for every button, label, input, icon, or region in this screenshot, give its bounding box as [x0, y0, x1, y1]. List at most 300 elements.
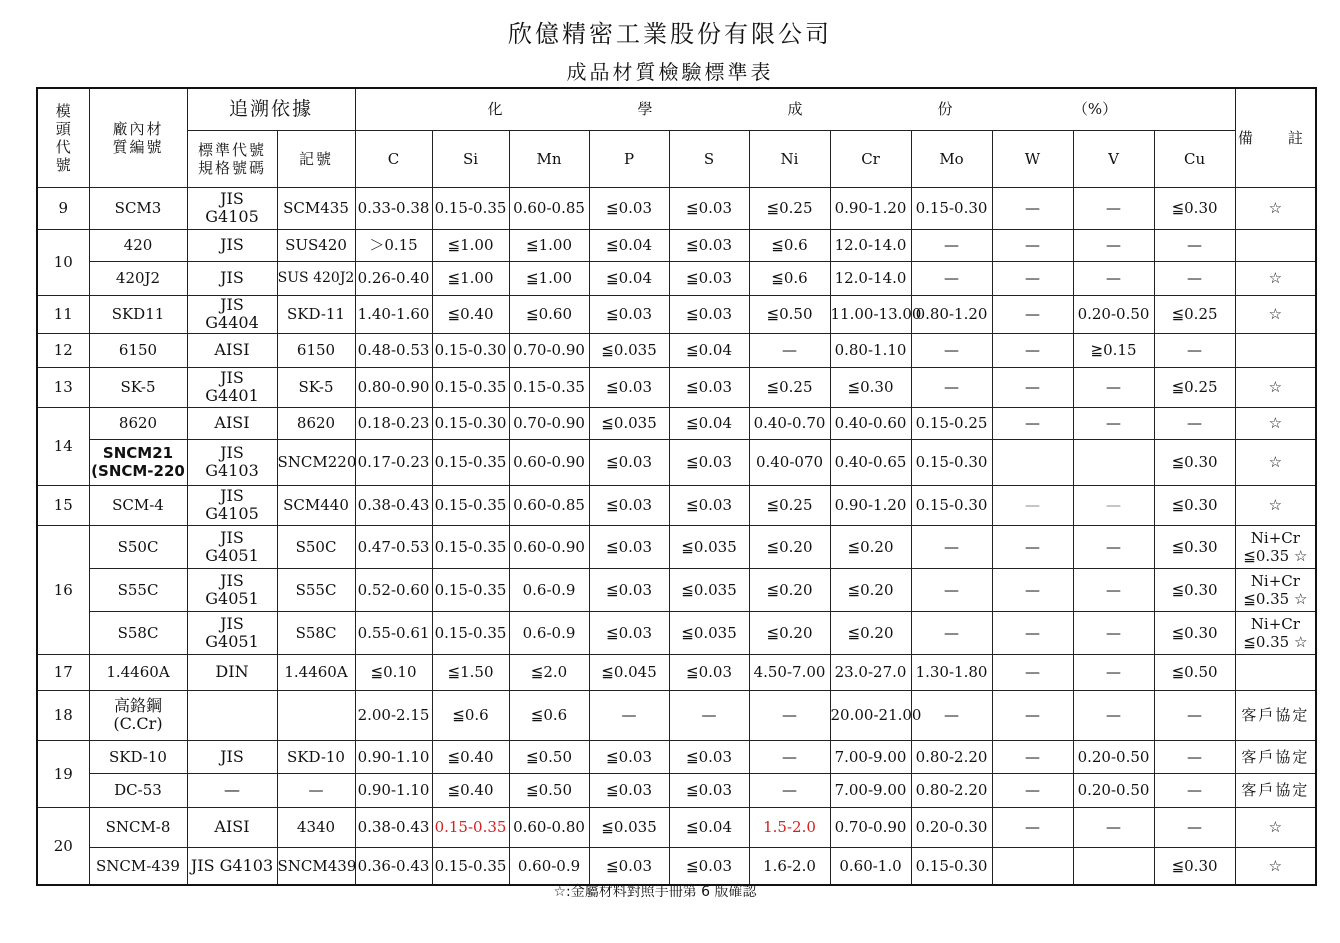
element-value-mo: 1.30-1.80: [911, 654, 992, 690]
mold-code-cell: 19: [37, 740, 89, 807]
material-cell: 420: [89, 229, 187, 261]
element-value-ni: ≦0.25: [749, 187, 830, 229]
standard-code-line: DIN: [215, 662, 249, 681]
table-row: [37, 611, 1316, 654]
material-cell: [89, 439, 187, 485]
remarks-cell: 客戶協定: [1235, 740, 1316, 773]
header-element-w: W: [992, 130, 1073, 187]
standard-code-cell: [187, 847, 277, 885]
element-value-si: 0.15-0.30: [432, 333, 509, 367]
element-value-mn: 0.6-0.9: [509, 568, 589, 611]
table-row: [37, 807, 1316, 847]
element-value-cr: 0.90-1.20: [830, 187, 911, 229]
table-row: [37, 525, 1316, 568]
element-value-ni: ≦0.25: [749, 367, 830, 407]
standard-code-line: JIS: [220, 527, 244, 547]
element-value-si: ≦0.40: [432, 295, 509, 333]
element-value-cu: ≦0.50: [1154, 654, 1235, 690]
element-value-s: ≦0.04: [669, 807, 749, 847]
element-value-ni: 1.5-2.0: [749, 807, 830, 847]
element-value-c: 0.18-0.23: [355, 407, 432, 439]
mold-code-cell: 16: [37, 525, 89, 654]
company-name: 欣億精密工業股份有限公司: [508, 20, 832, 48]
table-row: [37, 654, 1316, 690]
element-value-s: ≦0.03: [669, 367, 749, 407]
material-cell: 420J2: [89, 261, 187, 295]
element-value-p: ≦0.03: [589, 740, 669, 773]
element-value-p: ≦0.03: [589, 611, 669, 654]
standard-code-cell: [187, 367, 277, 407]
element-value-si: ≦1.00: [432, 229, 509, 261]
element-value-w: —: [992, 740, 1073, 773]
element-value-p: ≦0.03: [589, 525, 669, 568]
table-row: [37, 773, 1316, 807]
standard-code-cell: [187, 568, 277, 611]
remarks-cell: ☆: [1235, 187, 1316, 229]
element-value-c: 0.90-1.10: [355, 740, 432, 773]
designation-cell: 1.4460A: [277, 654, 355, 690]
element-value-w: —: [992, 367, 1073, 407]
element-value-si: ≦0.40: [432, 773, 509, 807]
header-element-cu: Cu: [1154, 130, 1235, 187]
element-value-v: —: [1073, 690, 1154, 740]
element-value-w: —: [992, 295, 1073, 333]
element-value-c: 0.38-0.43: [355, 807, 432, 847]
table-row: [37, 295, 1316, 333]
element-value-s: ≦0.03: [669, 847, 749, 885]
standard-code-cell: [187, 807, 277, 847]
element-value-si: 0.15-0.35: [432, 439, 509, 485]
header-trace-basis: 追溯依據: [187, 88, 355, 130]
element-value-cr: 0.90-1.20: [830, 485, 911, 525]
element-value-s: ≦0.03: [669, 439, 749, 485]
element-value-cu: ≦0.30: [1154, 439, 1235, 485]
designation-cell: SUS420: [277, 229, 355, 261]
remarks-line: Ni+Cr: [1250, 528, 1300, 547]
header-element-v: V: [1073, 130, 1154, 187]
mold-code-cell: 20: [37, 807, 89, 885]
element-value-mn: ≦0.50: [509, 773, 589, 807]
element-value-mo: —: [911, 229, 992, 261]
header-element-s: S: [669, 130, 749, 187]
element-value-cr: 12.0-14.0: [830, 261, 911, 295]
material-cell: DC-53: [89, 773, 187, 807]
standard-code-cell: [187, 773, 277, 807]
designation-cell: [277, 690, 355, 740]
element-value-cr: ≦0.20: [830, 611, 911, 654]
table-row: [37, 485, 1316, 525]
element-value-ni: ≦0.20: [749, 525, 830, 568]
element-value-mn: 0.60-0.85: [509, 485, 589, 525]
material-cell: SCM3: [89, 187, 187, 229]
table-row: [37, 740, 1316, 773]
element-value-cr: 11.00-13.00: [830, 295, 911, 333]
element-value-si: 0.15-0.35: [432, 847, 509, 885]
element-value-v: —: [1073, 525, 1154, 568]
element-value-cu: —: [1154, 773, 1235, 807]
element-value-s: ≦0.03: [669, 261, 749, 295]
element-value-p: ≦0.03: [589, 485, 669, 525]
header-internal-material: 廠內材 質編號: [89, 88, 187, 187]
standard-code-line: JIS: [220, 235, 244, 254]
element-value-p: ≦0.035: [589, 407, 669, 439]
remarks-line: Ni+Cr: [1250, 571, 1300, 590]
designation-cell: SKD-11: [277, 295, 355, 333]
standard-code-line: JIS: [220, 295, 244, 314]
element-value-mo: 0.15-0.30: [911, 439, 992, 485]
element-value-w: —: [992, 261, 1073, 295]
standard-code-cell: [187, 407, 277, 439]
remarks-cell: ☆: [1235, 439, 1316, 485]
element-value-si: ≦0.6: [432, 690, 509, 740]
element-value-mn: 0.15-0.35: [509, 367, 589, 407]
element-value-ni: 0.40-070: [749, 439, 830, 485]
element-value-ni: ≦0.20: [749, 611, 830, 654]
mold-code-cell: 11: [37, 295, 89, 333]
element-value-s: ≦0.035: [669, 568, 749, 611]
element-value-mo: —: [911, 568, 992, 611]
element-value-v: —: [1073, 407, 1154, 439]
designation-cell: 8620: [277, 407, 355, 439]
element-value-c: 0.38-0.43: [355, 485, 432, 525]
mold-code-cell: 14: [37, 407, 89, 485]
element-value-si: 0.15-0.35: [432, 485, 509, 525]
header-element-mn: Mn: [509, 130, 589, 187]
element-value-v: —: [1073, 229, 1154, 261]
designation-cell: S55C: [277, 568, 355, 611]
element-value-mn: 0.70-0.90: [509, 333, 589, 367]
standard-code-line: G4051: [205, 631, 259, 651]
element-value-mo: 0.80-2.20: [911, 773, 992, 807]
element-value-mn: 0.60-0.9: [509, 847, 589, 885]
remarks-line: ≦0.35 ☆: [1243, 546, 1308, 565]
element-value-w: —: [992, 773, 1073, 807]
element-value-c: ≦0.10: [355, 654, 432, 690]
element-value-w: —: [992, 187, 1073, 229]
element-value-s: ≦0.04: [669, 333, 749, 367]
standard-code-cell: [187, 439, 277, 485]
element-value-w: —: [992, 654, 1073, 690]
remarks-cell: ☆: [1235, 261, 1316, 295]
mold-code-cell: 12: [37, 333, 89, 367]
element-value-mo: —: [911, 261, 992, 295]
element-value-cr: 7.00-9.00: [830, 740, 911, 773]
designation-cell: SKD-10: [277, 740, 355, 773]
element-value-w: [992, 439, 1073, 485]
material-line: (C.Cr): [113, 714, 163, 733]
element-value-cu: —: [1154, 333, 1235, 367]
remarks-cell: [1235, 654, 1316, 690]
element-value-v: —: [1073, 367, 1154, 407]
designation-cell: 4340: [277, 807, 355, 847]
table-row: [37, 568, 1316, 611]
remarks-cell: ☆: [1235, 367, 1316, 407]
standard-code-line: JIS: [220, 613, 244, 633]
element-value-v: ≧0.15: [1073, 333, 1154, 367]
element-value-w: —: [992, 525, 1073, 568]
element-value-cr: ≦0.20: [830, 525, 911, 568]
element-value-ni: 1.6-2.0: [749, 847, 830, 885]
element-value-cr: 0.70-0.90: [830, 807, 911, 847]
element-value-mn: 0.60-0.80: [509, 807, 589, 847]
material-cell: SK-5: [89, 367, 187, 407]
header-element-si: Si: [432, 130, 509, 187]
element-value-p: ≦0.03: [589, 367, 669, 407]
element-value-v: —: [1073, 568, 1154, 611]
element-value-v: 0.20-0.50: [1073, 740, 1154, 773]
designation-cell: S58C: [277, 611, 355, 654]
element-value-si: ≦1.50: [432, 654, 509, 690]
header-mold-code: 模 頭 代 號: [37, 88, 89, 187]
standard-code-line: AISI: [214, 817, 250, 836]
element-value-p: ≦0.04: [589, 229, 669, 261]
standard-code-line: AISI: [214, 413, 250, 432]
element-value-cr: 0.40-0.65: [830, 439, 911, 485]
element-value-w: —: [992, 485, 1073, 525]
table-row: [37, 229, 1316, 261]
element-value-p: ≦0.03: [589, 568, 669, 611]
element-value-mn: 0.60-0.90: [509, 525, 589, 568]
header-designation: 記號: [277, 130, 355, 187]
element-value-ni: 0.40-0.70: [749, 407, 830, 439]
remarks-cell: 客戶協定: [1235, 690, 1316, 740]
standard-code-cell: [187, 333, 277, 367]
standard-code-line: JIS: [220, 268, 244, 287]
element-value-p: ≦0.03: [589, 439, 669, 485]
element-value-cr: 0.80-1.10: [830, 333, 911, 367]
mold-code-cell: 9: [37, 187, 89, 229]
element-value-p: ≦0.03: [589, 187, 669, 229]
element-value-mo: 0.80-2.20: [911, 740, 992, 773]
remarks-line: Ni+Cr: [1250, 614, 1300, 633]
element-value-ni: ≦0.25: [749, 485, 830, 525]
header-chemical-composition: 化 學 成 份 （%）: [355, 88, 1235, 130]
element-value-c: 0.47-0.53: [355, 525, 432, 568]
element-value-ni: ≦0.6: [749, 229, 830, 261]
element-value-c: 2.00-2.15: [355, 690, 432, 740]
element-value-cu: —: [1154, 407, 1235, 439]
table-row: [37, 333, 1316, 367]
remarks-cell: 客戶協定: [1235, 773, 1316, 807]
standard-code-line: AISI: [214, 340, 250, 359]
standard-code-line: G4051: [205, 545, 259, 565]
table-row: [37, 847, 1316, 885]
element-value-mn: ≦1.00: [509, 229, 589, 261]
standard-code-cell: [187, 229, 277, 261]
element-value-mo: 0.80-1.20: [911, 295, 992, 333]
element-value-mo: 0.15-0.30: [911, 847, 992, 885]
element-value-si: 0.15-0.35: [432, 807, 509, 847]
element-value-s: ≦0.03: [669, 485, 749, 525]
element-value-s: —: [669, 690, 749, 740]
element-value-s: ≦0.03: [669, 773, 749, 807]
standard-code-cell: [187, 261, 277, 295]
element-value-cu: —: [1154, 807, 1235, 847]
material-cell: 1.4460A: [89, 654, 187, 690]
remarks-cell: [1235, 229, 1316, 261]
element-value-cr: ≦0.20: [830, 568, 911, 611]
element-value-mn: ≦1.00: [509, 261, 589, 295]
designation-cell: 6150: [277, 333, 355, 367]
element-value-p: ≦0.03: [589, 847, 669, 885]
element-value-cr: 0.60-1.0: [830, 847, 911, 885]
element-value-c: 0.33-0.38: [355, 187, 432, 229]
element-value-c: 0.48-0.53: [355, 333, 432, 367]
element-value-w: —: [992, 333, 1073, 367]
element-value-v: —: [1073, 485, 1154, 525]
element-value-ni: ≦0.20: [749, 568, 830, 611]
standard-code-line: G4105: [205, 207, 259, 226]
element-value-mo: —: [911, 525, 992, 568]
header-element-c: C: [355, 130, 432, 187]
header-element-ni: Ni: [749, 130, 830, 187]
element-value-mn: ≦0.60: [509, 295, 589, 333]
table-row: [37, 439, 1316, 485]
element-value-mn: ≦0.6: [509, 690, 589, 740]
designation-cell: —: [277, 773, 355, 807]
element-value-cu: ≦0.30: [1154, 485, 1235, 525]
element-value-s: ≦0.035: [669, 611, 749, 654]
element-value-cr: 12.0-14.0: [830, 229, 911, 261]
standard-code-cell: [187, 525, 277, 568]
element-value-cu: ≦0.30: [1154, 611, 1235, 654]
material-cell: 6150: [89, 333, 187, 367]
element-value-si: 0.15-0.35: [432, 367, 509, 407]
standard-code-cell: [187, 740, 277, 773]
element-value-si: 0.15-0.35: [432, 187, 509, 229]
header-remarks: 備 註: [1235, 88, 1316, 187]
element-value-s: ≦0.04: [669, 407, 749, 439]
element-value-s: ≦0.03: [669, 740, 749, 773]
remarks-cell: [1235, 333, 1316, 367]
designation-cell: S50C: [277, 525, 355, 568]
element-value-v: —: [1073, 261, 1154, 295]
remarks-line: ≦0.35 ☆: [1243, 589, 1308, 608]
element-value-si: ≦0.40: [432, 740, 509, 773]
mold-code-cell: 15: [37, 485, 89, 525]
element-value-ni: —: [749, 740, 830, 773]
standard-code-line: G4404: [205, 313, 259, 332]
element-value-ni: ≦0.6: [749, 261, 830, 295]
designation-cell: SCM435: [277, 187, 355, 229]
element-value-mn: 0.6-0.9: [509, 611, 589, 654]
element-value-si: 0.15-0.35: [432, 525, 509, 568]
element-value-w: —: [992, 229, 1073, 261]
standard-code-cell: [187, 690, 277, 740]
header-element-cr: Cr: [830, 130, 911, 187]
standard-code-line: JIS: [220, 486, 244, 505]
element-value-mo: 0.20-0.30: [911, 807, 992, 847]
table-row: [37, 261, 1316, 295]
element-value-mn: 0.60-0.90: [509, 439, 589, 485]
element-value-v: 0.20-0.50: [1073, 773, 1154, 807]
element-value-cu: ≦0.25: [1154, 295, 1235, 333]
document-title: 成品材質檢驗標準表: [566, 60, 774, 84]
standard-code-cell: [187, 611, 277, 654]
element-value-mo: 0.15-0.25: [911, 407, 992, 439]
element-value-p: ≦0.03: [589, 295, 669, 333]
standard-code-line: JIS: [220, 189, 244, 208]
material-cell: SNCM-8: [89, 807, 187, 847]
element-value-v: —: [1073, 654, 1154, 690]
remarks-cell: ☆: [1235, 295, 1316, 333]
standard-code-line: JIS G4103: [190, 855, 274, 875]
element-value-s: ≦0.035: [669, 525, 749, 568]
element-value-v: 0.20-0.50: [1073, 295, 1154, 333]
element-value-mo: —: [911, 690, 992, 740]
element-value-mn: ≦0.50: [509, 740, 589, 773]
table-row: [37, 690, 1316, 740]
designation-cell: SCM440: [277, 485, 355, 525]
designation-cell: SK-5: [277, 367, 355, 407]
standard-code-line: —: [224, 780, 240, 799]
remarks-cell: [1235, 525, 1316, 568]
element-value-s: ≦0.03: [669, 187, 749, 229]
material-cell: SKD11: [89, 295, 187, 333]
material-line: SNCM21: [102, 444, 174, 462]
header-element-p: P: [589, 130, 669, 187]
element-value-v: —: [1073, 611, 1154, 654]
element-value-p: ≦0.03: [589, 773, 669, 807]
standard-code-line: JIS: [220, 746, 244, 766]
standard-code-line: JIS: [220, 570, 244, 590]
element-value-cu: —: [1154, 690, 1235, 740]
material-cell: [89, 690, 187, 740]
element-value-ni: —: [749, 690, 830, 740]
element-value-cu: ≦0.30: [1154, 187, 1235, 229]
material-line: (SNCM-220: [91, 462, 185, 480]
element-value-mo: —: [911, 611, 992, 654]
element-value-cr: 23.0-27.0: [830, 654, 911, 690]
element-value-mo: —: [911, 367, 992, 407]
footnote: ☆:金屬材料對照手冊第 6 版確認: [553, 884, 757, 900]
element-value-cr: 7.00-9.00: [830, 773, 911, 807]
designation-cell: SNCM220: [277, 439, 355, 485]
standard-code-line: G4051: [205, 588, 259, 608]
element-value-cr: 0.40-0.60: [830, 407, 911, 439]
element-value-p: ≦0.035: [589, 807, 669, 847]
element-value-mo: 0.15-0.30: [911, 187, 992, 229]
table-row: [37, 407, 1316, 439]
element-value-w: —: [992, 568, 1073, 611]
element-value-c: 1.40-1.60: [355, 295, 432, 333]
element-value-p: —: [589, 690, 669, 740]
standard-code-line: G4105: [205, 504, 259, 523]
element-value-cu: —: [1154, 229, 1235, 261]
standard-code-line: G4103: [205, 461, 259, 480]
standard-code-cell: [187, 295, 277, 333]
element-value-ni: —: [749, 333, 830, 367]
material-cell: SCM-4: [89, 485, 187, 525]
remarks-cell: [1235, 611, 1316, 654]
element-value-c: 0.90-1.10: [355, 773, 432, 807]
remarks-cell: ☆: [1235, 485, 1316, 525]
material-cell: S50C: [89, 525, 187, 568]
element-value-w: —: [992, 807, 1073, 847]
element-value-c: 0.52-0.60: [355, 568, 432, 611]
element-value-si: 0.15-0.35: [432, 611, 509, 654]
element-value-si: 0.15-0.35: [432, 568, 509, 611]
table-row: [37, 367, 1316, 407]
standard-code-line: G4401: [205, 386, 259, 405]
material-cell: SNCM-439: [89, 847, 187, 885]
element-value-cu: —: [1154, 261, 1235, 295]
element-value-cu: ≦0.30: [1154, 525, 1235, 568]
remarks-cell: ☆: [1235, 847, 1316, 885]
mold-code-cell: 13: [37, 367, 89, 407]
material-standard-table: [36, 87, 1317, 886]
element-value-cu: ≦0.25: [1154, 367, 1235, 407]
